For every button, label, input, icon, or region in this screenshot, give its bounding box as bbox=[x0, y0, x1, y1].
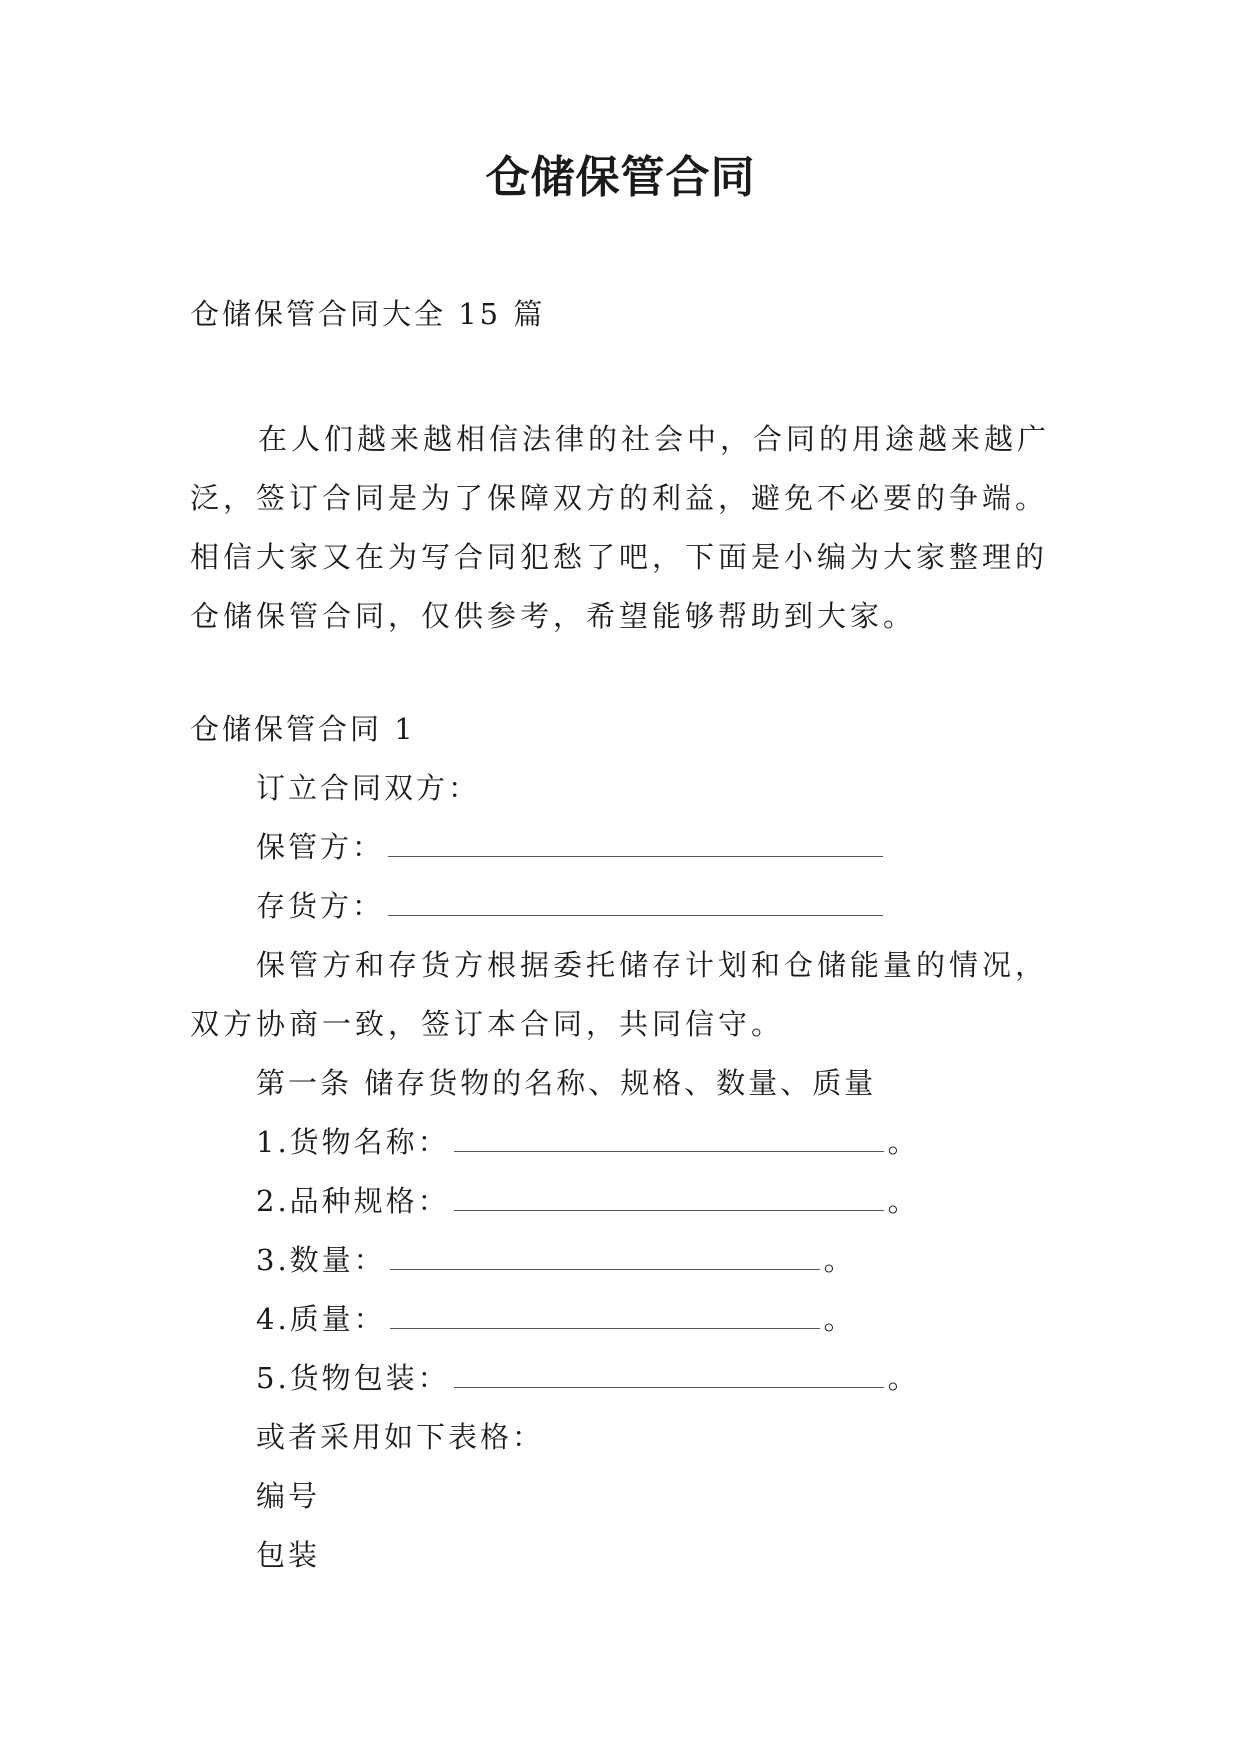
depositor-label: 存货方： bbox=[256, 889, 385, 923]
item-4-period: 。 bbox=[823, 1302, 856, 1336]
item-1-period: 。 bbox=[887, 1125, 920, 1159]
item-3-label: 3.数量： bbox=[256, 1243, 386, 1277]
table-col-number: 编号 bbox=[256, 1479, 321, 1513]
document-subtitle: 仓储保管合同大全 15 篇 bbox=[190, 297, 546, 331]
item-5-label: 5.货物包装： bbox=[256, 1361, 450, 1395]
item-5-line bbox=[190, 1349, 1080, 1408]
item-5-period: 。 bbox=[887, 1361, 920, 1395]
article-1-heading: 第一条 储存货物的名称、规格、数量、质量 bbox=[256, 1066, 877, 1100]
item-1-line bbox=[190, 1113, 1080, 1172]
item-1-label: 1.货物名称： bbox=[256, 1125, 450, 1159]
depositor-blank[interactable] bbox=[388, 893, 883, 916]
item-2-blank[interactable] bbox=[454, 1188, 884, 1211]
keeper-line bbox=[190, 818, 1080, 877]
item-3-blank[interactable] bbox=[390, 1247, 820, 1270]
item-1-blank[interactable] bbox=[454, 1129, 884, 1152]
item-2-period: 。 bbox=[887, 1184, 920, 1218]
item-2-label: 2.品种规格： bbox=[256, 1184, 450, 1218]
keeper-label: 保管方： bbox=[256, 830, 385, 864]
item-3-period: 。 bbox=[823, 1243, 856, 1277]
item-5-blank[interactable] bbox=[454, 1365, 884, 1388]
table-col-packaging: 包装 bbox=[256, 1538, 321, 1572]
intro-paragraph: 在人们越来越相信法律的社会中，合同的用途越来越广泛，签订合同是为了保障双方的利益，避免不必要的争端。相信大家又在为写合同犯愁了吧，下面是小编为大家整理的仓储保管合同，仅供参考，希望能够帮助到大家。 bbox=[190, 422, 1051, 633]
document-title: 仓储保管合同 bbox=[485, 152, 756, 203]
table-intro: 或者采用如下表格： bbox=[256, 1420, 545, 1454]
keeper-blank[interactable] bbox=[388, 834, 883, 857]
section-title: 仓储保管合同 1 bbox=[190, 712, 416, 746]
item-4-line bbox=[190, 1290, 1080, 1349]
agreement-paragraph: 保管方和存货方根据委托储存计划和仓储能量的情况，双方协商一致，签订本合同，共同信守。 bbox=[190, 948, 1049, 1041]
contract-body bbox=[190, 700, 1080, 1585]
item-2-line bbox=[190, 1172, 1080, 1231]
item-3-line bbox=[190, 1231, 1080, 1290]
parties-heading: 订立合同双方： bbox=[256, 771, 481, 805]
item-4-blank[interactable] bbox=[390, 1306, 820, 1329]
depositor-line bbox=[190, 877, 1080, 936]
item-4-label: 4.质量： bbox=[256, 1302, 386, 1336]
